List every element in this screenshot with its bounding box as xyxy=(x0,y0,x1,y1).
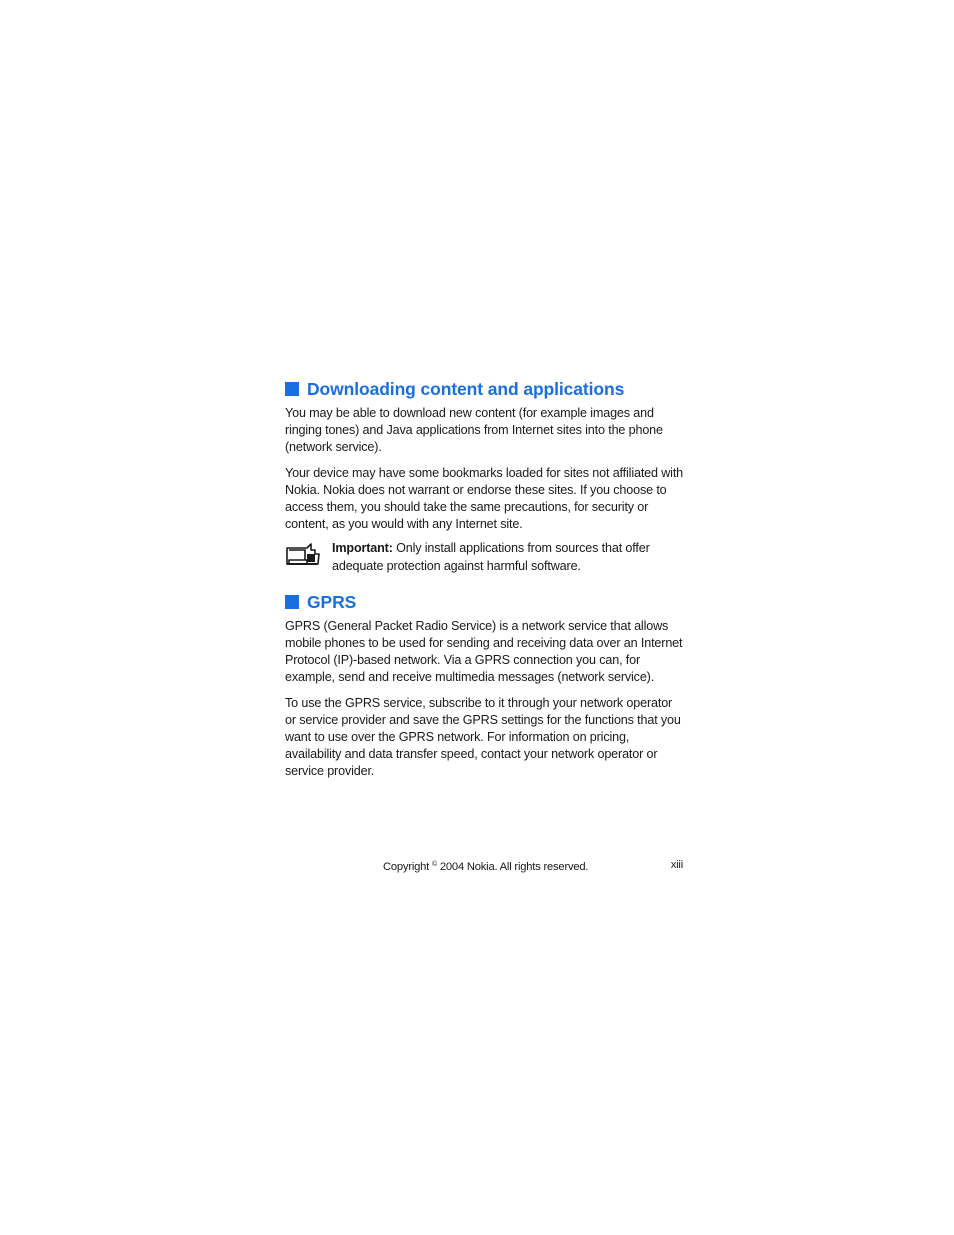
copyright-mark: © xyxy=(432,861,437,868)
pointing-hand-icon xyxy=(285,542,320,568)
important-note xyxy=(285,540,685,574)
paragraph: To use the GPRS service, subscribe to it through your network operator or service provider and save the GPRS settings for the functions that you want to use over the GPRS network. For information on pricing, availability and data transfer speed, contact your network operator or service provider. xyxy=(285,695,681,779)
section-title: GPRS xyxy=(307,591,357,612)
section-heading-downloading xyxy=(285,378,685,400)
copyright-notice xyxy=(383,857,588,875)
note-label: Important: xyxy=(332,541,393,556)
page-number: xiii xyxy=(670,859,683,871)
note-body: Only install applications from sources that offer adequate protection against harmful software. xyxy=(332,541,650,573)
paragraph: You may be able to download new content (for example images and ringing tones) and Java applications from Internet sites into the phone (network service). xyxy=(285,406,663,455)
heading-square-icon xyxy=(285,382,299,396)
heading-square-icon xyxy=(285,595,299,609)
copyright-prefix: Copyright xyxy=(383,861,432,873)
paragraph: Your device may have some bookmarks loaded for sites not affiliated with Nokia. Nokia does not warrant or endorse these sites. If you choose to access them, you should take the same precautions, for security or content, as you would with any Internet site. xyxy=(285,465,684,532)
copyright-suffix: 2004 Nokia. All rights reserved. xyxy=(436,861,589,873)
note-text xyxy=(332,540,685,574)
section-heading-gprs xyxy=(285,591,685,613)
paragraph: GPRS (General Packet Radio Service) is a network service that allows mobile phones to be used for sending and receiving data over an Internet Protocol (IP)-based network. Via a GPRS connection you can, for example, send and receive multimedia messages (network service). xyxy=(285,618,683,685)
page-content xyxy=(285,378,685,789)
section-title: Downloading content and applications xyxy=(307,379,625,399)
